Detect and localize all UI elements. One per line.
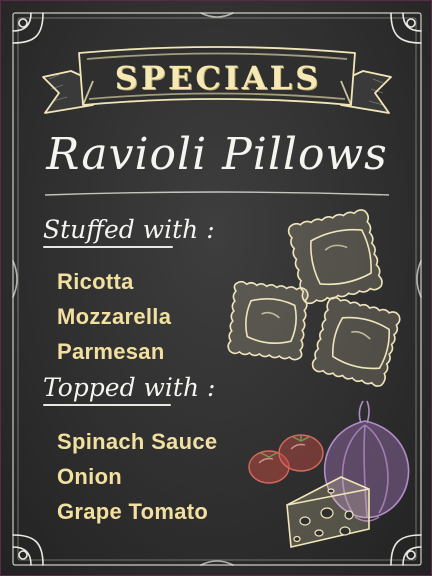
topped-item-spinach-sauce: Spinach Sauce: [57, 429, 218, 454]
stuffed-item-ricotta: Ricotta: [57, 269, 134, 294]
topped-heading-text: Topped with :: [43, 373, 216, 402]
stuffed-item-parmesan: Parmesan: [57, 339, 165, 364]
cheese-wedge-icon: [287, 477, 369, 547]
ravioli-icon: [227, 281, 308, 360]
grape-tomato-icon: [249, 435, 323, 483]
stuffed-item-mozzarella: Mozzarella: [57, 304, 172, 329]
topped-item-grape-tomato: Grape Tomato: [57, 499, 209, 524]
dish-title: Ravioli Pillows: [46, 129, 388, 180]
ravioli-icon: [311, 296, 401, 388]
topped-item-onion: Onion: [57, 464, 123, 489]
stuffed-heading-text: Stuffed with :: [43, 215, 215, 244]
specials-heading: SPECIALS: [114, 59, 322, 97]
food-illustrations: [1, 1, 432, 576]
